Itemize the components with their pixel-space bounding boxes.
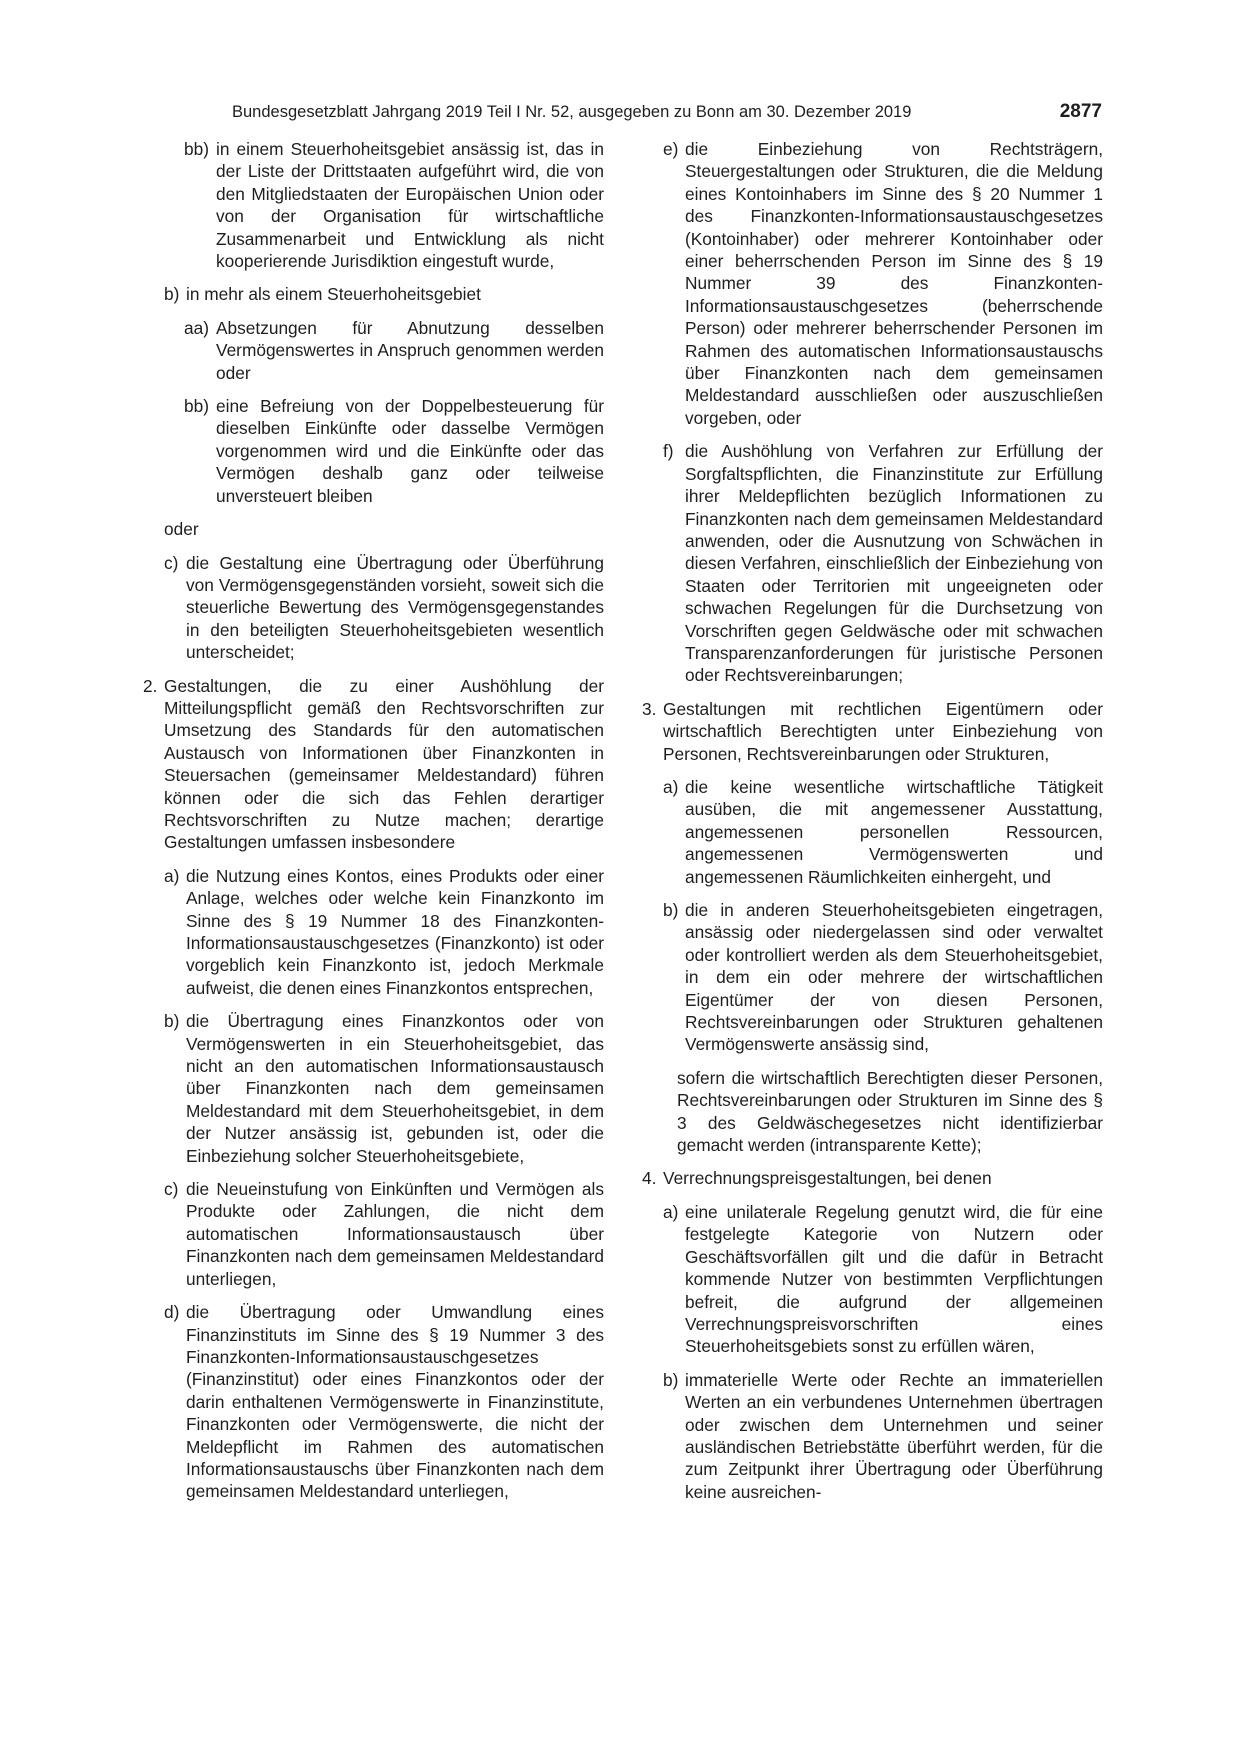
item-text: die Neueinstufung von Einkünften und Vermögen als Produkte oder Zahlungen, die nicht dem automatischen Informationsaustausch über Finanzkonten nach dem gemeinsamen Meldestandard unterliegen,	[186, 1179, 604, 1289]
list-item-4	[642, 1167, 1103, 1189]
item-text: die keine wesentliche wirtschaftliche Tätigkeit ausüben, die mit angemessener Ausstattung, angemessenen personellen Ressourcen, angemessenen Vermögenswerten und angemessenen Räumlichkeiten einhergeht, und	[685, 776, 1103, 887]
item-text: sofern die wirtschaftlich Berechtigten dieser Personen, Rechtsvereinbarungen oder Strukturen im Sinne des § 3 des Geldwäschegesetzes nicht identifizierbar gemacht werden (intransparente Kette);	[677, 1067, 1103, 1156]
left-column	[143, 138, 604, 1503]
list-item-c	[152, 1178, 604, 1290]
item-text: oder	[164, 519, 199, 540]
list-item-3	[642, 698, 1103, 765]
item-marker: bb)	[184, 139, 209, 159]
list-item-a	[651, 1201, 1103, 1358]
item-marker: 2.	[143, 675, 158, 696]
connector-oder	[152, 518, 604, 540]
item-marker: c)	[164, 1179, 179, 1200]
right-column	[642, 138, 1103, 1503]
list-item-f	[651, 440, 1103, 686]
item-marker: 4.	[642, 1168, 657, 1189]
item-marker: 3.	[642, 698, 657, 719]
item-marker: bb)	[184, 396, 209, 417]
item-marker: b)	[164, 1011, 180, 1032]
item-text: Gestaltungen mit rechtlichen Eigentümern oder wirtschaftlich Berechtigten unter Einbeziehung von Personen, Rechtsvereinbarungen oder Strukturen,	[663, 698, 1103, 764]
item-text: die Gestaltung eine Übertragung oder Überführung von Vermögensgegenständen vorsieht, soweit sich die steuerliche Bewertung des Vermögensgegenstandes in den beteiligten Steuerhoheitsgebieten wesentlich unterscheidet;	[186, 552, 604, 663]
item-text: eine Befreiung von der Doppelbesteuerung für dieselben Einkünfte oder dasselbe Vermögen vorgenommen wird und die Einkünfte oder das Vermögen deshalb ganz oder teilweise unversteuert bleiben	[216, 396, 604, 506]
list-item-b	[651, 1369, 1103, 1503]
list-item-2	[143, 675, 604, 854]
item-text: Verrechnungspreisgestaltungen, bei denen	[663, 1168, 992, 1189]
list-item-a	[152, 865, 604, 999]
item-text: die Einbeziehung von Rechtsträgern, Steuergestaltungen oder Strukturen, die die Meldung eines Kontoinhabers im Sinne des § 20 Nummer 1 des Finanzkonten-Informationsaustauschgesetzes (Kontoinhaber) oder mehrerer Kontoinhaber oder einer beherrschenden Person im Sinne des § 19 Nummer 39 des Finanzkonten-Informationsaustauschgesetzes (beherrschende Person) oder mehrerer beherrschender Personen im Rahmen des automatischen Informationsaustauschs über Finanzkonten nach dem gemeinsamen Meldestandard ausschließen oder auszuschließen vorgeben, oder	[685, 139, 1103, 428]
item-marker: aa)	[184, 317, 209, 338]
item-text: die Übertragung eines Finanzkontos oder von Vermögenswerten in ein Steuerhoheitsgebiet, das nicht an den automatischen Informationsaustausch über Finanzkonten nach dem gemeinsamen Meldestandard mit dem Steuerhoheitsgebiet, in dem der Nutzer ansässig ist, gebunden ist, oder die Einbeziehung solcher Steuerhoheitsgebiete,	[186, 1011, 604, 1166]
item-text: die Nutzung eines Kontos, eines Produkts oder einer Anlage, welches oder welche kein Finanzkonto im Sinne des § 19 Nummer 18 des Finanzkonten-Informationsaustauschgesetzes (Finanzkonto) ist oder vorgeblich kein Finanzkonto ist, jedoch Merkmale aufweist, die denen eines Finanzkontos entsprechen,	[186, 865, 604, 998]
item-text: eine unilaterale Regelung genutzt wird, die für eine festgelegte Kategorie von Nutzern oder Geschäftsvorfällen gilt und die dafür in Betracht kommende Nutzer von bestimmten Verpflichtungen befreit, die aufgrund der allgemeinen Verrechnungspreisvorschriften eines Steuerhoheitsgebiets sonst zu erfüllen wären,	[685, 1201, 1103, 1357]
item-marker: e)	[663, 139, 679, 159]
list-item-a	[651, 776, 1103, 888]
item-text: die in anderen Steuerhoheitsgebieten eingetragen, ansässig oder niedergelassen sind oder verwaltet oder kontrolliert werden als dem Steuerhoheitsgebiet, in dem ein oder mehrere der wirtschaftlichen Eigentümer der von diesen Personen, Rechtsvereinbarungen oder Strukturen gehaltenen Vermögenswerte ansässig sind,	[685, 900, 1103, 1055]
item-marker: a)	[663, 776, 679, 797]
item-text: die Aushöhlung von Verfahren zur Erfüllung der Sorgfaltspflichten, die Finanzinstitute zur Erfüllung ihrer Meldepflichten bezüglich Informationen zu Finanzkonten nach dem gemeinsamen Meldestandard anwenden, oder die Ausnutzung von Schwächen in diesen Verfahren, einschließlich der Einbeziehung von Staaten oder Territorien mit ungeeigneten oder schwachen Regelungen für die Durchsetzung von Vorschriften gegen Geldwäsche oder mit schwachen Transparenzanforderungen für juristische Personen oder Rechtsvereinbarungen;	[685, 441, 1103, 686]
gazette-title: Bundesgesetzblatt Jahrgang 2019 Teil I Nr. 52, ausgegeben zu Bonn am 30. Dezember 2019	[232, 103, 912, 121]
list-item-d	[152, 1301, 604, 1503]
item-text: immaterielle Werte oder Rechte an immateriellen Werten an ein verbundenes Unternehmen übertragen oder zwischen dem Unternehmen und seiner ausländischen Betriebstätte überführt werden, für die zum Zeitpunkt ihrer Übertragung oder Überführung keine ausreichen-	[685, 1369, 1103, 1502]
item-marker: a)	[164, 865, 180, 886]
closing-clause	[651, 1067, 1103, 1157]
item-marker: d)	[164, 1302, 180, 1323]
list-item-b	[152, 283, 604, 305]
list-item-b	[152, 1010, 604, 1167]
list-item-b	[651, 899, 1103, 1056]
list-item-bb	[152, 138, 604, 272]
item-text: in einem Steuerhoheitsgebiet ansässig ist, das in der Liste der Drittstaaten aufgeführt wird, die von den Mitgliedstaaten der Europäischen Union oder von der Organisation für wirtschaftliche Zusammenarbeit und Entwicklung als nicht kooperierende Jurisdiktion eingestuft wurde,	[216, 139, 604, 272]
item-text: in mehr als einem Steuerhoheitsgebiet	[186, 284, 481, 305]
item-text: Gestaltungen, die zu einer Aushöhlung der Mitteilungspflicht gemäß den Rechtsvorschriften zur Umsetzung des Standards für den automatischen Austausch von Informationen über Finanzkonten in Steuersachen (gemeinsamer Meldestandard) führen können oder die sich das Fehlen derartiger Rechtsvorschriften zu Nutze machen; derartige Gestaltungen umfassen insbesondere	[164, 675, 604, 853]
item-marker: b)	[663, 1369, 679, 1390]
item-marker: b)	[164, 284, 180, 305]
item-marker: b)	[663, 900, 679, 920]
item-marker: f)	[663, 441, 674, 462]
list-item-c	[152, 552, 604, 664]
item-text: Absetzungen für Abnutzung desselben Vermögenswertes in Anspruch genommen werden oder	[216, 317, 604, 383]
item-text: die Übertragung oder Umwandlung eines Finanzinstituts im Sinne des § 19 Nummer 3 des Finanzkonten-Informationsaustauschgesetzes (Finanzinstitut) oder eines Finanzkontos oder der darin enthaltenen Vermögenswerte in Finanzinstitute, Finanzkonten oder Vermögenswerte, die nicht der Meldepflicht im Rahmen des automatischen Informationsaustauschs über Finanzkonten nach dem gemeinsamen Meldestandard unterliegen,	[186, 1302, 604, 1502]
list-item-aa	[152, 317, 604, 384]
item-marker: c)	[164, 552, 179, 573]
page-number: 2877	[1059, 101, 1102, 122]
page-header	[232, 99, 1102, 125]
item-marker: a)	[663, 1201, 679, 1222]
list-item-e	[651, 138, 1103, 429]
list-item-bb	[152, 395, 604, 507]
